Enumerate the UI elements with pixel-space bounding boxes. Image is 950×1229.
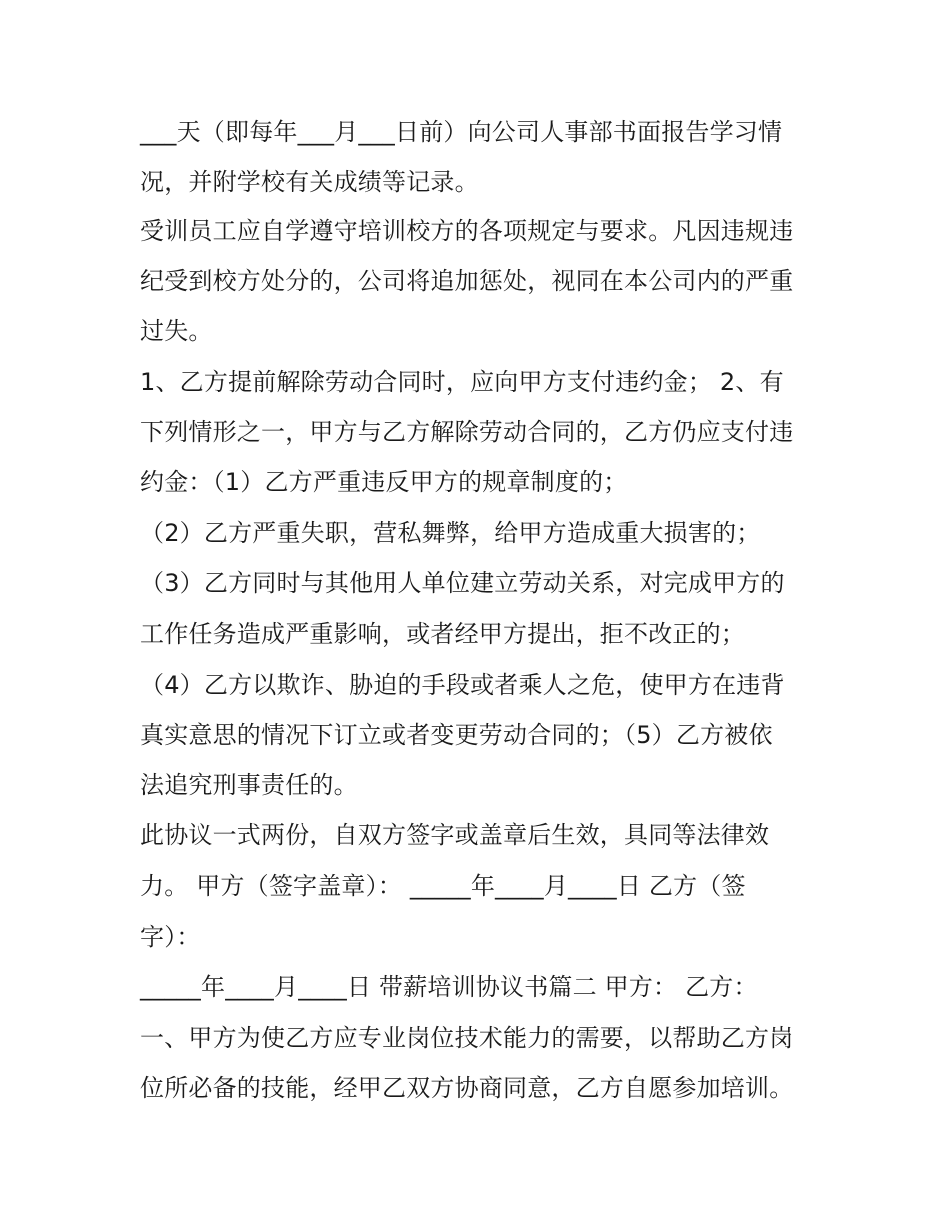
text-line: （2）乙方严重失职，营私舞弊，给甲方造成重大损害的； bbox=[140, 519, 761, 547]
text-line: 此协议一式两份，自双方签字或盖章后生效，具同等法律效 bbox=[140, 821, 770, 849]
text-line: 过失。 bbox=[140, 317, 213, 345]
text-line: （4）乙方以欺诈、胁迫的手段或者乘人之危，使甲方在违背 bbox=[140, 671, 785, 699]
text-line: 字）： bbox=[140, 923, 201, 951]
text-line: 1、乙方提前解除劳动合同时，应向甲方支付违约金； 2、有 bbox=[140, 368, 784, 396]
text-line: 位所必备的技能，经甲乙双方协商同意，乙方自愿参加培训。 bbox=[140, 1074, 794, 1102]
text-line: 工作任务造成严重影响，或者经甲方提出，拒不改正的； bbox=[140, 620, 745, 648]
text-line: ___天（即每年___月___日前）向公司人事部书面报告学习情 bbox=[140, 118, 783, 146]
text-line: 受训员工应自学遵守培训校方的各项规定与要求。凡因违规违 bbox=[140, 217, 794, 245]
text-line: 真实意思的情况下订立或者变更劳动合同的；（5）乙方被依 bbox=[140, 721, 773, 749]
text-line: 约金：（1）乙方严重违反甲方的规章制度的； bbox=[140, 468, 628, 496]
text-line: 一、甲方为使乙方应专业岗位技术能力的需要，以帮助乙方岗 bbox=[140, 1024, 794, 1052]
text-line: （3）乙方同时与其他用人单位建立劳动关系，对完成甲方的 bbox=[140, 569, 785, 597]
text-line: 下列情形之一，甲方与乙方解除劳动合同的，乙方仍应支付违 bbox=[140, 418, 794, 446]
text-line: 力。 甲方（签字盖章）： _____年____月____日 乙方（签 bbox=[140, 872, 746, 900]
text-line: 法追究刑事责任的。 bbox=[140, 771, 358, 799]
text-line: 纪受到校方处分的，公司将追加惩处，视同在本公司内的严重 bbox=[140, 267, 794, 295]
text-line: _____年____月____日 带薪培训协议书篇二 甲方： 乙方： bbox=[140, 973, 758, 1001]
text-line: 况，并附学校有关成绩等记录。 bbox=[140, 168, 479, 196]
